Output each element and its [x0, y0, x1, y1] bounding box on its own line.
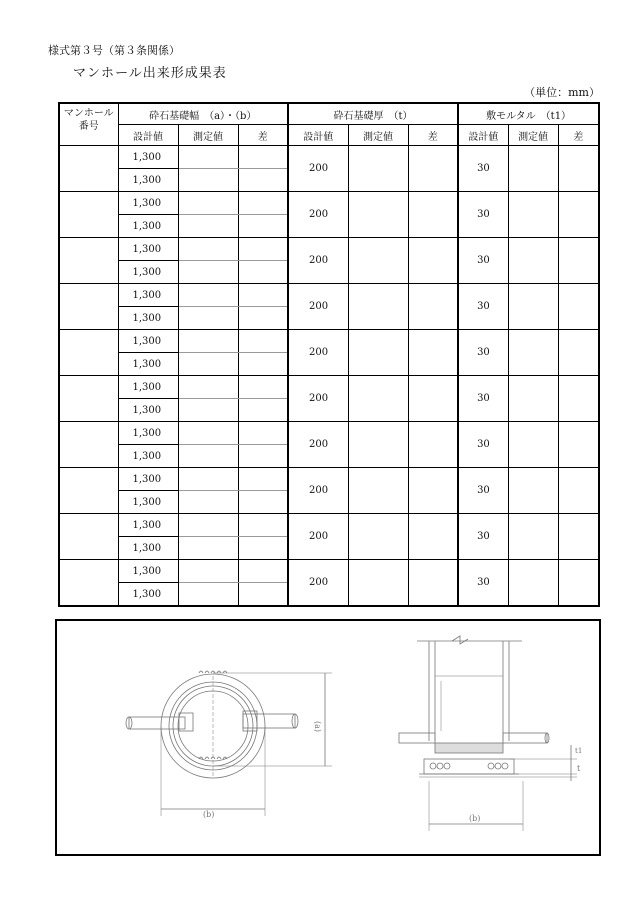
- width-diff-cell[interactable]: [238, 307, 288, 330]
- thickness-diff-cell[interactable]: [408, 468, 458, 514]
- mortar-measured-cell[interactable]: [508, 468, 558, 514]
- sub-header-measured: 測定値: [508, 125, 558, 146]
- thickness-measured-cell[interactable]: [348, 284, 408, 330]
- width-design-cell: 1,300: [118, 468, 178, 491]
- width-measured-cell[interactable]: [178, 238, 238, 261]
- thickness-design-cell: 200: [288, 330, 348, 376]
- thickness-diff-cell[interactable]: [408, 192, 458, 238]
- width-diff-cell[interactable]: [238, 491, 288, 514]
- width-diff-cell[interactable]: [238, 583, 288, 607]
- width-diff-cell[interactable]: [238, 376, 288, 399]
- width-design-cell: 1,300: [118, 261, 178, 284]
- width-design-cell: 1,300: [118, 514, 178, 537]
- mortar-design-cell: 30: [458, 192, 508, 238]
- width-design-cell: 1,300: [118, 376, 178, 399]
- width-design-cell: 1,300: [118, 307, 178, 330]
- dim-label-t1: t1: [575, 747, 583, 755]
- thickness-diff-cell[interactable]: [408, 376, 458, 422]
- width-measured-cell[interactable]: [178, 445, 238, 468]
- width-design-cell: 1,300: [118, 537, 178, 560]
- width-measured-cell[interactable]: [178, 192, 238, 215]
- width-measured-cell[interactable]: [178, 399, 238, 422]
- manhole-number-cell[interactable]: [59, 284, 118, 330]
- thickness-measured-cell[interactable]: [348, 560, 408, 607]
- thickness-design-cell: 200: [288, 284, 348, 330]
- width-measured-cell[interactable]: [178, 146, 238, 169]
- thickness-measured-cell[interactable]: [348, 192, 408, 238]
- width-design-cell: 1,300: [118, 284, 178, 307]
- sub-header-measured: 測定値: [348, 125, 408, 146]
- document-title: マンホール出来形成果表: [73, 66, 227, 81]
- thickness-design-cell: 200: [288, 560, 348, 607]
- width-diff-cell[interactable]: [238, 399, 288, 422]
- thickness-design-cell: 200: [288, 468, 348, 514]
- mortar-measured-cell[interactable]: [508, 284, 558, 330]
- thickness-design-cell: 200: [288, 514, 348, 560]
- width-diff-cell[interactable]: [238, 215, 288, 238]
- width-measured-cell[interactable]: [178, 422, 238, 445]
- mortar-diff-cell[interactable]: [558, 422, 599, 468]
- mortar-diff-cell[interactable]: [558, 146, 599, 192]
- width-diff-cell[interactable]: [238, 445, 288, 468]
- width-diff-cell[interactable]: [238, 537, 288, 560]
- width-diff-cell[interactable]: [238, 146, 288, 169]
- group-header-thickness: 砕石基礎厚 （t）: [288, 103, 458, 125]
- width-diff-cell[interactable]: [238, 514, 288, 537]
- thickness-diff-cell[interactable]: [408, 560, 458, 607]
- dim-label-t: t: [577, 764, 581, 773]
- dim-label-b-plan: (b): [203, 810, 215, 819]
- manhole-number-cell[interactable]: [59, 468, 118, 514]
- group-header-mortar: 敷モルタル （t1）: [458, 103, 599, 125]
- width-diff-cell[interactable]: [238, 238, 288, 261]
- mortar-diff-cell[interactable]: [558, 284, 599, 330]
- width-design-cell: 1,300: [118, 583, 178, 607]
- dim-label-b-section: (b): [469, 814, 481, 823]
- mortar-measured-cell[interactable]: [508, 514, 558, 560]
- drawing-panel: [55, 619, 601, 856]
- width-design-cell: 1,300: [118, 330, 178, 353]
- form-number: 様式第３号（第３条関係）: [48, 44, 180, 57]
- width-measured-cell[interactable]: [178, 284, 238, 307]
- width-design-cell: 1,300: [118, 422, 178, 445]
- width-diff-cell[interactable]: [238, 353, 288, 376]
- width-measured-cell[interactable]: [178, 583, 238, 607]
- mortar-design-cell: 30: [458, 238, 508, 284]
- thickness-diff-cell[interactable]: [408, 330, 458, 376]
- group-header-width: 砕石基礎幅 （a）・（b）: [118, 103, 288, 125]
- manhole-number-cell[interactable]: [59, 560, 118, 607]
- sub-header-diff: 差: [558, 125, 599, 146]
- width-diff-cell[interactable]: [238, 284, 288, 307]
- thickness-design-cell: 200: [288, 238, 348, 284]
- width-measured-cell[interactable]: [178, 560, 238, 583]
- manhole-number-cell[interactable]: [59, 514, 118, 560]
- thickness-measured-cell[interactable]: [348, 330, 408, 376]
- width-design-cell: 1,300: [118, 491, 178, 514]
- width-diff-cell[interactable]: [238, 468, 288, 491]
- thickness-design-cell: 200: [288, 422, 348, 468]
- mortar-diff-cell[interactable]: [558, 514, 599, 560]
- mortar-measured-cell[interactable]: [508, 330, 558, 376]
- sub-header-design: 設計値: [118, 125, 178, 146]
- width-diff-cell[interactable]: [238, 192, 288, 215]
- mortar-diff-cell[interactable]: [558, 330, 599, 376]
- width-design-cell: 1,300: [118, 353, 178, 376]
- sub-header-design: 設計値: [288, 125, 348, 146]
- mortar-design-cell: 30: [458, 330, 508, 376]
- sub-header-measured: 測定値: [178, 125, 238, 146]
- thickness-measured-cell[interactable]: [348, 468, 408, 514]
- manhole-number-cell[interactable]: [59, 422, 118, 468]
- thickness-measured-cell[interactable]: [348, 376, 408, 422]
- mortar-measured-cell[interactable]: [508, 238, 558, 284]
- width-design-cell: 1,300: [118, 399, 178, 422]
- mortar-diff-cell[interactable]: [558, 238, 599, 284]
- sub-header-diff: 差: [408, 125, 458, 146]
- mortar-design-cell: 30: [458, 146, 508, 192]
- width-design-cell: 1,300: [118, 215, 178, 238]
- manhole-number-cell[interactable]: [59, 238, 118, 284]
- width-diff-cell[interactable]: [238, 560, 288, 583]
- thickness-diff-cell[interactable]: [408, 146, 458, 192]
- manhole-number-cell[interactable]: [59, 146, 118, 192]
- mortar-measured-cell[interactable]: [508, 192, 558, 238]
- mortar-diff-cell[interactable]: [558, 468, 599, 514]
- mortar-design-cell: 30: [458, 422, 508, 468]
- mortar-design-cell: 30: [458, 284, 508, 330]
- thickness-diff-cell[interactable]: [408, 422, 458, 468]
- manhole-number-cell[interactable]: [59, 330, 118, 376]
- thickness-measured-cell[interactable]: [348, 146, 408, 192]
- width-measured-cell[interactable]: [178, 307, 238, 330]
- width-diff-cell[interactable]: [238, 261, 288, 284]
- mortar-design-cell: 30: [458, 468, 508, 514]
- width-diff-cell[interactable]: [238, 330, 288, 353]
- mortar-diff-cell[interactable]: [558, 376, 599, 422]
- thickness-measured-cell[interactable]: [348, 238, 408, 284]
- manhole-diagram: [57, 621, 599, 854]
- thickness-diff-cell[interactable]: [408, 284, 458, 330]
- thickness-measured-cell[interactable]: [348, 514, 408, 560]
- thickness-design-cell: 200: [288, 146, 348, 192]
- width-design-cell: 1,300: [118, 560, 178, 583]
- thickness-design-cell: 200: [288, 376, 348, 422]
- width-design-cell: 1,300: [118, 238, 178, 261]
- plan-view: [126, 671, 332, 816]
- mortar-measured-cell[interactable]: [508, 560, 558, 607]
- width-measured-cell[interactable]: [178, 468, 238, 491]
- thickness-diff-cell[interactable]: [408, 514, 458, 560]
- results-table: [58, 102, 600, 607]
- width-measured-cell[interactable]: [178, 537, 238, 560]
- section-view: [399, 636, 577, 831]
- mortar-diff-cell[interactable]: [558, 192, 599, 238]
- mortar-design-cell: 30: [458, 560, 508, 607]
- width-measured-cell[interactable]: [178, 514, 238, 537]
- width-measured-cell[interactable]: [178, 215, 238, 238]
- unit-label: （単位：mm）: [524, 86, 600, 99]
- mortar-measured-cell[interactable]: [508, 422, 558, 468]
- thickness-measured-cell[interactable]: [348, 422, 408, 468]
- width-design-cell: 1,300: [118, 146, 178, 169]
- width-design-cell: 1,300: [118, 192, 178, 215]
- width-diff-cell[interactable]: [238, 169, 288, 192]
- width-measured-cell[interactable]: [178, 261, 238, 284]
- thickness-design-cell: 200: [288, 192, 348, 238]
- manhole-number-cell[interactable]: [59, 192, 118, 238]
- width-measured-cell[interactable]: [178, 330, 238, 353]
- mortar-measured-cell[interactable]: [508, 146, 558, 192]
- mortar-diff-cell[interactable]: [558, 560, 599, 607]
- width-design-cell: 1,300: [118, 445, 178, 468]
- sub-header-diff: 差: [238, 125, 288, 146]
- sub-header-design: 設計値: [458, 125, 508, 146]
- width-diff-cell[interactable]: [238, 422, 288, 445]
- width-measured-cell[interactable]: [178, 376, 238, 399]
- width-measured-cell[interactable]: [178, 491, 238, 514]
- mortar-design-cell: 30: [458, 376, 508, 422]
- mortar-design-cell: 30: [458, 514, 508, 560]
- width-design-cell: 1,300: [118, 169, 178, 192]
- width-measured-cell[interactable]: [178, 353, 238, 376]
- thickness-diff-cell[interactable]: [408, 238, 458, 284]
- manhole-number-header: マンホール番号: [59, 103, 118, 146]
- mortar-measured-cell[interactable]: [508, 376, 558, 422]
- dim-label-a: (a): [313, 721, 322, 733]
- width-measured-cell[interactable]: [178, 169, 238, 192]
- manhole-number-cell[interactable]: [59, 376, 118, 422]
